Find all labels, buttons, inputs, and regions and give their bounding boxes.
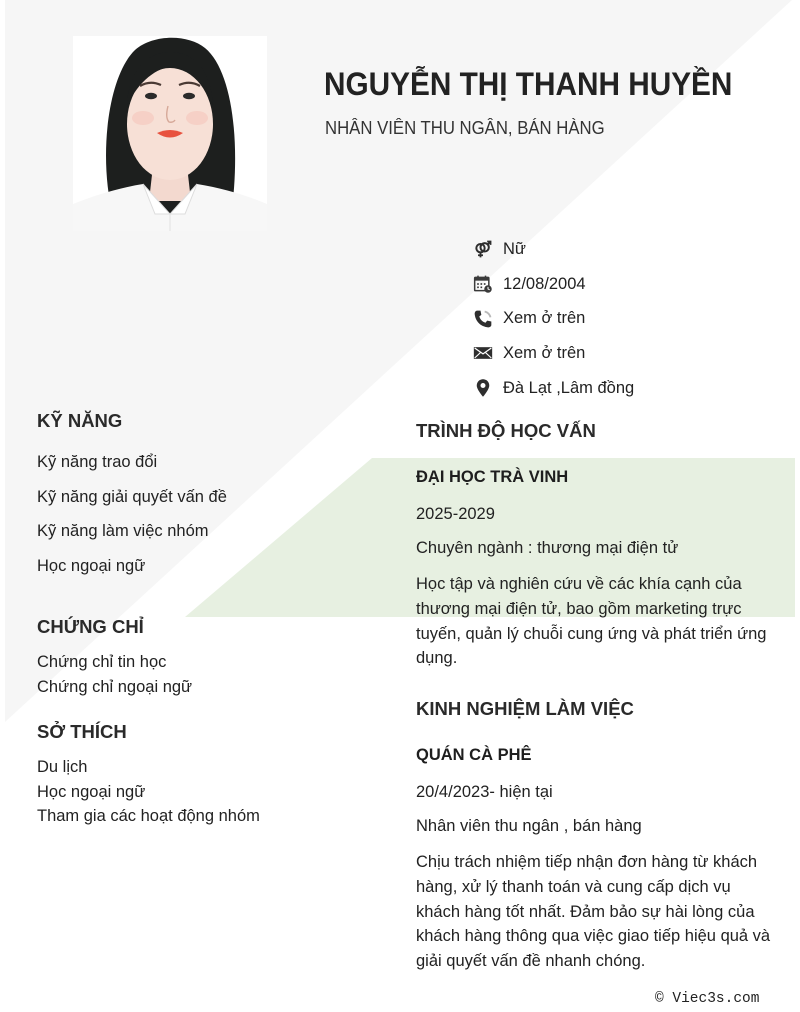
hobbies-heading: SỞ THÍCH — [37, 721, 127, 742]
gender-icon — [472, 238, 494, 260]
portrait-image — [73, 36, 267, 231]
contact-phone — [472, 301, 634, 336]
hobby-item: Du lịch — [37, 758, 88, 776]
experience-company: QUÁN CÀ PHÊ — [416, 746, 532, 764]
skills-heading: KỸ NĂNG — [37, 410, 123, 431]
skill-item: Học ngoại ngữ — [37, 557, 146, 576]
contact-email — [472, 336, 634, 371]
contact-email-value: Xem ở trên — [503, 343, 586, 362]
education-years: 2025-2029 — [416, 505, 495, 523]
education-school: ĐẠI HỌC TRÀ VINH — [416, 468, 569, 486]
certificates-list — [37, 651, 192, 700]
contact-location — [472, 371, 634, 406]
skill-item: Kỹ năng làm việc nhóm — [37, 522, 209, 541]
experience-description: Chịu trách nhiệm tiếp nhận đơn hàng từ khách hàng, xử lý thanh toán và cung cấp dịch vụ khách hàng tốt nhất. Đảm bảo sự hài lòng của khách hàng thông qua việc giao tiếp hiệu quả và giải quyết vấn đề nhanh chóng. — [416, 853, 771, 971]
contact-phone-value: Xem ở trên — [503, 309, 586, 328]
education-major: Chuyên ngành : thương mại điện tử — [416, 539, 679, 557]
certificates-heading: CHỨNG CHỈ — [37, 616, 144, 637]
certificate-item: Chứng chỉ ngoại ngữ — [37, 677, 193, 696]
contact-gender — [472, 232, 634, 267]
experience-role: Nhân viên thu ngân , bán hàng — [416, 817, 642, 835]
certificate-item: Chứng chỉ tin học — [37, 653, 167, 671]
location-icon — [472, 377, 494, 399]
hobby-item: Tham gia các hoạt động nhóm — [37, 807, 260, 825]
profile-photo — [73, 36, 267, 231]
hobby-item: Học ngoại ngữ — [37, 782, 146, 801]
experience-dates: 20/4/2023- hiện tại — [416, 783, 553, 801]
job-title: NHÂN VIÊN THU NGÂN, BÁN HÀNG — [325, 118, 605, 138]
email-icon — [472, 342, 494, 364]
contact-gender-value: Nữ — [503, 239, 526, 258]
education-description: Học tập và nghiên cứu về các khía cạnh của thương mại điện tử, bao gồm marketing trực tuyến, quản lý chuỗi cung ứng và phát triển ứng dụng. — [416, 575, 767, 668]
phone-icon — [472, 308, 494, 330]
contact-list — [472, 232, 634, 405]
contact-birthdate-value: 12/08/2004 — [503, 274, 586, 293]
experience-heading: KINH NGHIỆM LÀM VIỆC — [416, 698, 634, 719]
skills-list — [37, 451, 227, 590]
education-heading: TRÌNH ĐỘ HỌC VẤN — [416, 420, 596, 441]
skill-item: Kỹ năng trao đổi — [37, 453, 158, 471]
copyright-footer: © Viec3s.com — [655, 991, 760, 1007]
candidate-name: NGUYỄN THỊ THANH HUYỀN — [324, 66, 733, 102]
calendar-icon — [472, 273, 494, 295]
contact-birthdate — [472, 267, 634, 302]
hobbies-list — [37, 756, 260, 830]
skill-item: Kỹ năng giải quyết vấn đề — [37, 487, 227, 506]
contact-location-value: Đà Lạt ,Lâm đồng — [503, 378, 635, 397]
